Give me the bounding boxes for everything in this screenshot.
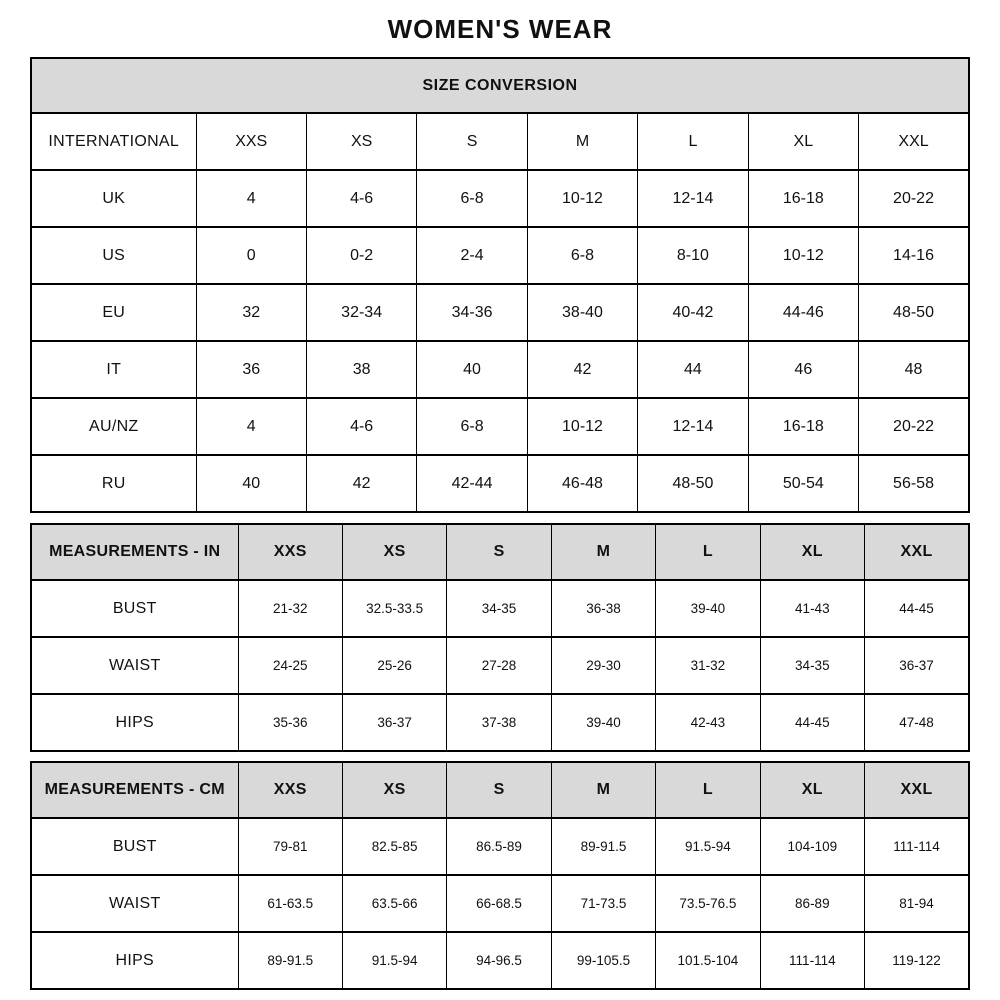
- table-row: [31, 398, 969, 455]
- value-cell: 41-43: [760, 580, 864, 637]
- value-cell: 38: [306, 341, 416, 398]
- value-cell: 42-43: [656, 694, 760, 751]
- table-row: [31, 580, 969, 637]
- header-row: [31, 762, 969, 818]
- value-cell: 10-12: [527, 170, 637, 227]
- value-cell: 94-96.5: [447, 932, 551, 989]
- value-cell: 66-68.5: [447, 875, 551, 932]
- value-cell: 4-6: [306, 398, 416, 455]
- value-cell: 63.5-66: [342, 875, 446, 932]
- value-cell: 81-94: [865, 875, 969, 932]
- table-row: [31, 170, 969, 227]
- measurements-header: MEASUREMENTS - CM: [31, 762, 238, 818]
- row-label: AU/NZ: [31, 398, 196, 455]
- row-label: HIPS: [31, 932, 238, 989]
- value-cell: 36-38: [551, 580, 655, 637]
- table-row: [31, 113, 969, 170]
- value-cell: 42: [527, 341, 637, 398]
- size-header-cell: M: [551, 762, 655, 818]
- size-header-cell: XL: [760, 762, 864, 818]
- row-label: WAIST: [31, 875, 238, 932]
- row-label: UK: [31, 170, 196, 227]
- value-cell: 4-6: [306, 170, 416, 227]
- value-cell: 111-114: [760, 932, 864, 989]
- value-cell: 104-109: [760, 818, 864, 875]
- value-cell: 36-37: [865, 637, 969, 694]
- table-row: [31, 284, 969, 341]
- value-cell: 44-46: [748, 284, 858, 341]
- value-cell: 111-114: [865, 818, 969, 875]
- value-cell: 12-14: [638, 170, 748, 227]
- measurements-in-table: [30, 523, 970, 752]
- value-cell: 50-54: [748, 455, 858, 512]
- value-cell: 20-22: [859, 398, 969, 455]
- value-cell: 44-45: [760, 694, 864, 751]
- value-cell: 4: [196, 170, 306, 227]
- value-cell: XXS: [196, 113, 306, 170]
- value-cell: 32-34: [306, 284, 416, 341]
- table-row: [31, 694, 969, 751]
- value-cell: 42: [306, 455, 416, 512]
- table-row: [31, 455, 969, 512]
- value-cell: 47-48: [865, 694, 969, 751]
- value-cell: M: [527, 113, 637, 170]
- value-cell: 44: [638, 341, 748, 398]
- value-cell: 44-45: [865, 580, 969, 637]
- value-cell: 32: [196, 284, 306, 341]
- value-cell: 37-38: [447, 694, 551, 751]
- value-cell: 40: [417, 341, 527, 398]
- value-cell: 10-12: [748, 227, 858, 284]
- value-cell: 35-36: [238, 694, 342, 751]
- row-label: RU: [31, 455, 196, 512]
- value-cell: 6-8: [417, 170, 527, 227]
- value-cell: 48-50: [638, 455, 748, 512]
- value-cell: XS: [306, 113, 416, 170]
- value-cell: 0: [196, 227, 306, 284]
- value-cell: 40-42: [638, 284, 748, 341]
- value-cell: 86-89: [760, 875, 864, 932]
- value-cell: 36: [196, 341, 306, 398]
- size-header-cell: XS: [342, 762, 446, 818]
- table-row: [31, 932, 969, 989]
- value-cell: 34-35: [447, 580, 551, 637]
- value-cell: 20-22: [859, 170, 969, 227]
- value-cell: 27-28: [447, 637, 551, 694]
- row-label: IT: [31, 341, 196, 398]
- table-row: [31, 637, 969, 694]
- size-header-cell: XL: [760, 524, 864, 580]
- size-conversion-header: SIZE CONVERSION: [31, 58, 969, 113]
- value-cell: 12-14: [638, 398, 748, 455]
- row-label: INTERNATIONAL: [31, 113, 196, 170]
- size-header-cell: L: [656, 762, 760, 818]
- value-cell: 101.5-104: [656, 932, 760, 989]
- table-row: [31, 875, 969, 932]
- value-cell: 91.5-94: [656, 818, 760, 875]
- measurements-cm-table: [30, 761, 970, 990]
- value-cell: 61-63.5: [238, 875, 342, 932]
- value-cell: 32.5-33.5: [342, 580, 446, 637]
- value-cell: 8-10: [638, 227, 748, 284]
- value-cell: 39-40: [551, 694, 655, 751]
- value-cell: 71-73.5: [551, 875, 655, 932]
- row-label: BUST: [31, 818, 238, 875]
- value-cell: 42-44: [417, 455, 527, 512]
- size-header-cell: XXS: [238, 524, 342, 580]
- value-cell: 6-8: [527, 227, 637, 284]
- value-cell: 16-18: [748, 398, 858, 455]
- value-cell: 48-50: [859, 284, 969, 341]
- value-cell: 14-16: [859, 227, 969, 284]
- value-cell: 25-26: [342, 637, 446, 694]
- row-label: HIPS: [31, 694, 238, 751]
- value-cell: 56-58: [859, 455, 969, 512]
- value-cell: 91.5-94: [342, 932, 446, 989]
- row-label: US: [31, 227, 196, 284]
- value-cell: 34-36: [417, 284, 527, 341]
- value-cell: 82.5-85: [342, 818, 446, 875]
- value-cell: 10-12: [527, 398, 637, 455]
- value-cell: 89-91.5: [551, 818, 655, 875]
- value-cell: XL: [748, 113, 858, 170]
- value-cell: 46-48: [527, 455, 637, 512]
- size-header-cell: S: [447, 524, 551, 580]
- size-header-cell: M: [551, 524, 655, 580]
- value-cell: 119-122: [865, 932, 969, 989]
- size-header-cell: XXS: [238, 762, 342, 818]
- value-cell: 89-91.5: [238, 932, 342, 989]
- value-cell: 0-2: [306, 227, 416, 284]
- row-label: BUST: [31, 580, 238, 637]
- value-cell: 24-25: [238, 637, 342, 694]
- value-cell: 46: [748, 341, 858, 398]
- size-header-cell: L: [656, 524, 760, 580]
- value-cell: L: [638, 113, 748, 170]
- value-cell: 39-40: [656, 580, 760, 637]
- value-cell: 86.5-89: [447, 818, 551, 875]
- value-cell: S: [417, 113, 527, 170]
- size-header-cell: S: [447, 762, 551, 818]
- size-header-cell: XXL: [865, 762, 969, 818]
- value-cell: 4: [196, 398, 306, 455]
- size-header-cell: XXL: [865, 524, 969, 580]
- value-cell: 29-30: [551, 637, 655, 694]
- table-row: [31, 341, 969, 398]
- value-cell: 34-35: [760, 637, 864, 694]
- value-cell: 36-37: [342, 694, 446, 751]
- table-row: [31, 818, 969, 875]
- row-label: WAIST: [31, 637, 238, 694]
- value-cell: 40: [196, 455, 306, 512]
- value-cell: XXL: [859, 113, 969, 170]
- value-cell: 6-8: [417, 398, 527, 455]
- value-cell: 16-18: [748, 170, 858, 227]
- size-header-cell: XS: [342, 524, 446, 580]
- value-cell: 38-40: [527, 284, 637, 341]
- value-cell: 2-4: [417, 227, 527, 284]
- value-cell: 73.5-76.5: [656, 875, 760, 932]
- size-conversion-table: [30, 57, 970, 513]
- header-row: [31, 524, 969, 580]
- table-row: [31, 227, 969, 284]
- value-cell: 79-81: [238, 818, 342, 875]
- value-cell: 31-32: [656, 637, 760, 694]
- value-cell: 21-32: [238, 580, 342, 637]
- row-label: EU: [31, 284, 196, 341]
- page-title: WOMEN'S WEAR: [387, 14, 613, 44]
- measurements-header: MEASUREMENTS - IN: [31, 524, 238, 580]
- value-cell: 48: [859, 341, 969, 398]
- value-cell: 99-105.5: [551, 932, 655, 989]
